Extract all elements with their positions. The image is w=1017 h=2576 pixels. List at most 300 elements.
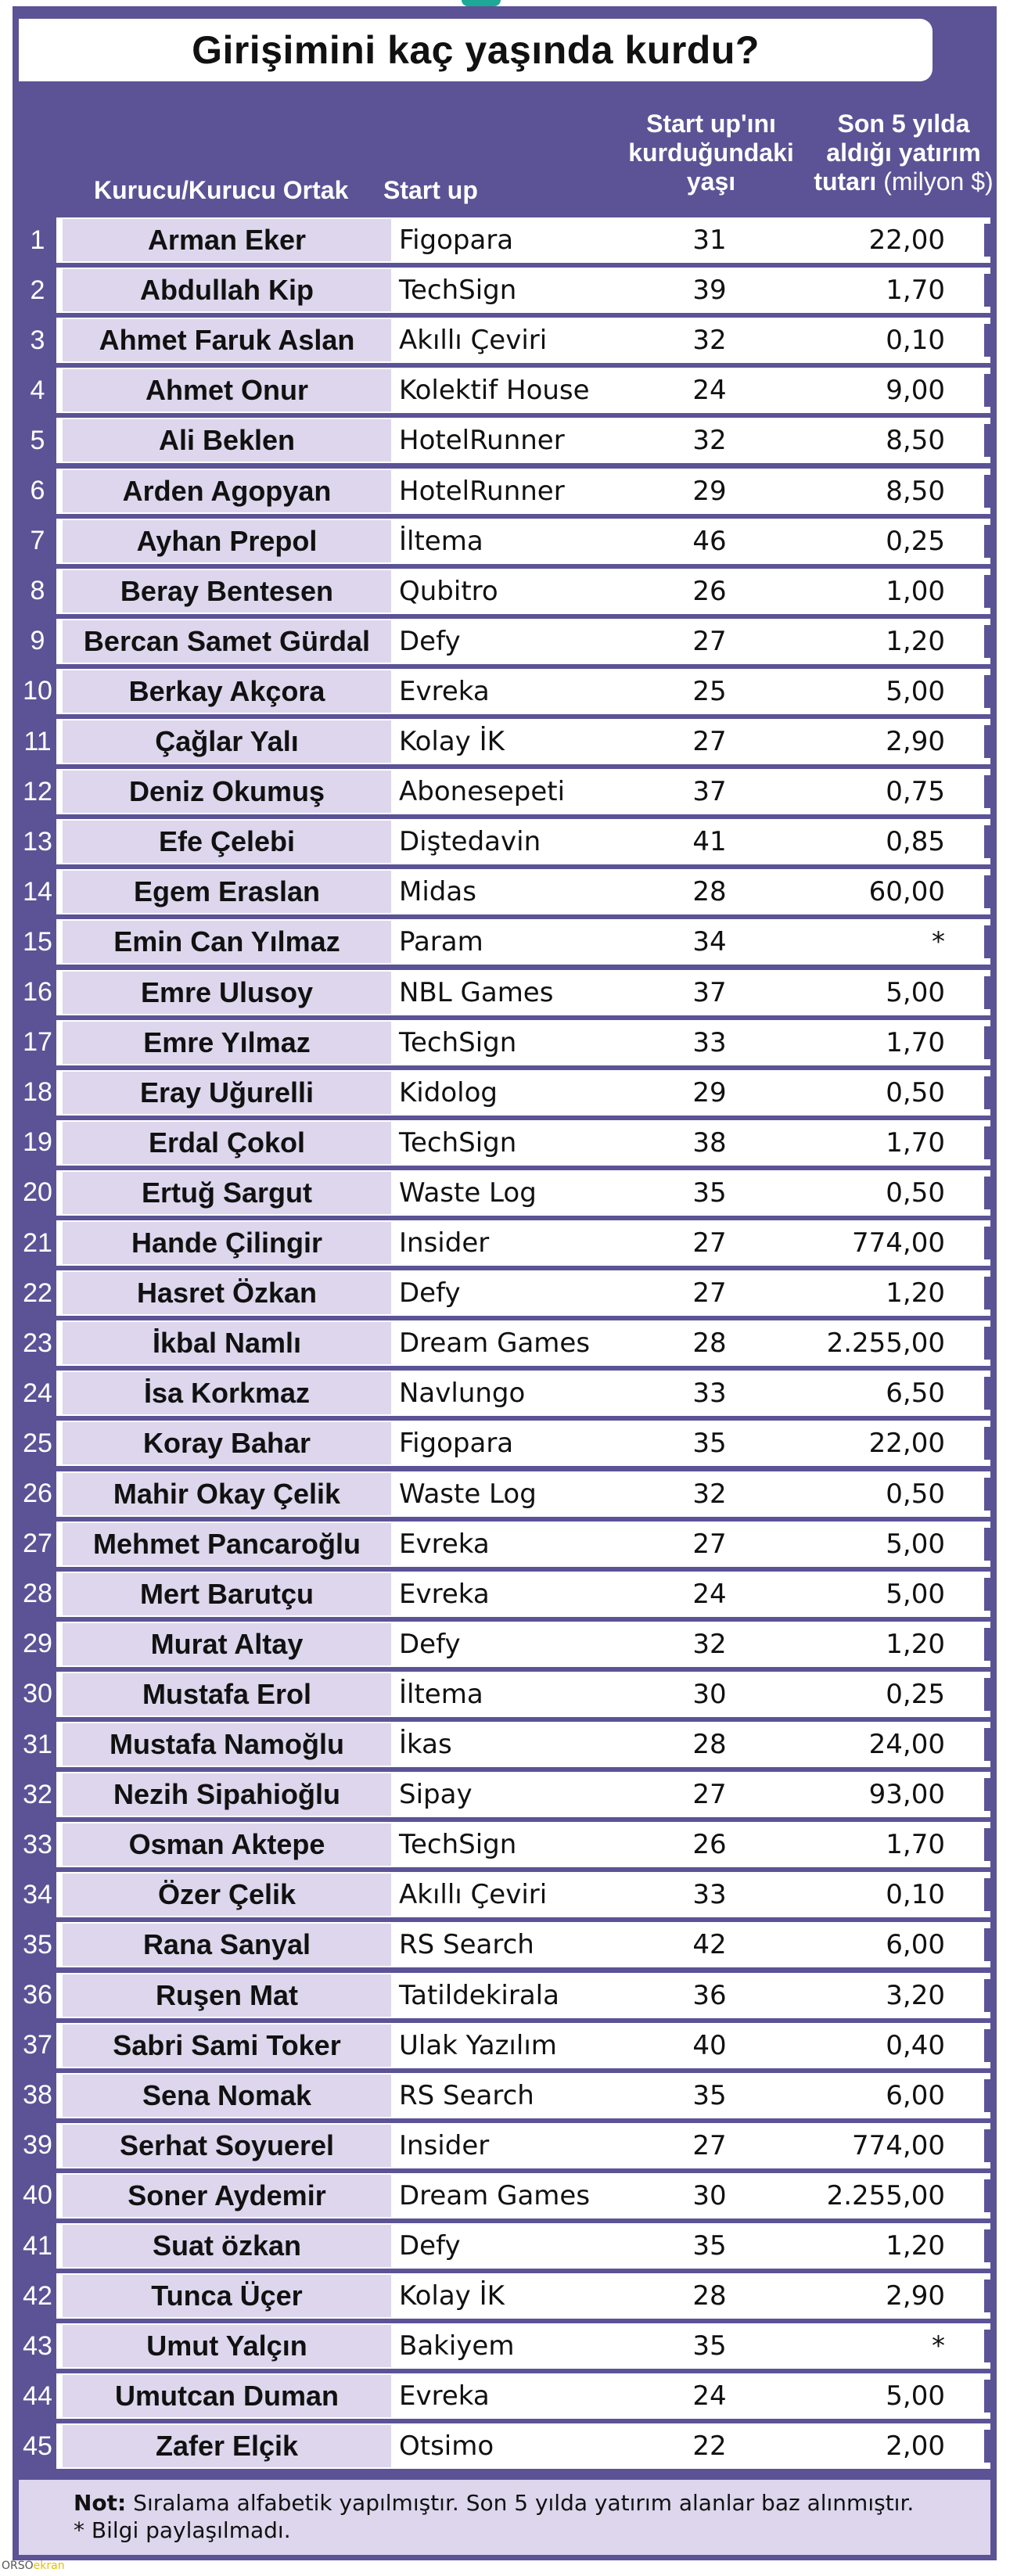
founding-age: 32 — [692, 1628, 727, 1660]
table-row — [19, 368, 990, 413]
row-edge-bar — [984, 1227, 990, 1259]
row-edge-bar — [984, 1928, 990, 1961]
credit-part2: ekran — [33, 2560, 65, 2572]
founding-age: 37 — [692, 976, 727, 1008]
founding-age: 24 — [692, 2380, 727, 2413]
investment-amount: 5,00 — [886, 2380, 945, 2413]
startup-name: İkas — [399, 1729, 452, 1760]
founder-name: Erdal Çokol — [63, 1122, 391, 1164]
row-number: 27 — [19, 1522, 56, 1567]
row-number: 19 — [19, 1120, 56, 1166]
row-number: 8 — [19, 569, 56, 614]
founding-age: 36 — [692, 1979, 727, 2011]
startup-name: Akıllı Çeviri — [399, 1879, 548, 1911]
founder-name: Eray Uğurelli — [63, 1072, 391, 1114]
founder-name: Sena Nomak — [63, 2075, 391, 2117]
founder-name: Ali Beklen — [63, 419, 391, 462]
founder-name: Özer Çelik — [63, 1874, 391, 1916]
startup-name: Midas — [399, 876, 476, 908]
row-edge-bar — [984, 1277, 990, 1310]
row-number: 28 — [19, 1572, 56, 1617]
investment-amount: 2,00 — [886, 2430, 945, 2463]
table-row — [19, 1672, 990, 1717]
startup-name: Ulak Yazılım — [399, 2029, 557, 2061]
founding-age: 24 — [692, 375, 727, 407]
row-edge-bar — [984, 1828, 990, 1861]
row-number: 44 — [19, 2373, 56, 2419]
row-number: 3 — [19, 318, 56, 363]
investment-amount: 1,70 — [886, 1026, 945, 1058]
row-edge-bar — [984, 725, 990, 758]
notes-box — [19, 2480, 990, 2555]
table-row — [19, 719, 990, 764]
founder-name: Mehmet Pancaroğlu — [63, 1523, 391, 1565]
table-row — [19, 1822, 990, 1867]
table-row — [19, 1522, 990, 1567]
row-edge-bar — [984, 274, 990, 307]
founder-name: Ruşen Mat — [63, 1974, 391, 2017]
startup-name: NBL Games — [399, 976, 554, 1008]
startup-name: İltema — [399, 525, 483, 557]
founding-age: 30 — [692, 2179, 727, 2211]
startup-name: Waste Log — [399, 1177, 537, 1209]
founder-name: Deniz Okumuş — [63, 771, 391, 813]
startup-name: Bakiyem — [399, 2330, 515, 2362]
row-edge-bar — [984, 2430, 990, 2463]
table-row — [19, 919, 990, 965]
row-number: 35 — [19, 1922, 56, 1967]
table-row — [19, 1622, 990, 1667]
investment-amount: 5,00 — [886, 1528, 945, 1560]
founding-age: 33 — [692, 1026, 727, 1058]
note-label: Not: — [74, 2490, 127, 2516]
founder-name: Egem Eraslan — [63, 871, 391, 913]
row-number: 41 — [19, 2223, 56, 2269]
founding-age: 30 — [692, 1678, 727, 1710]
founding-age: 25 — [692, 675, 727, 707]
investment-amount: 0,50 — [886, 1076, 945, 1108]
header-inv-line3 — [801, 167, 1006, 196]
row-number: 31 — [19, 1722, 56, 1767]
row-number: 25 — [19, 1421, 56, 1466]
table-row — [19, 1070, 990, 1116]
investment-amount: 1,20 — [886, 1628, 945, 1660]
startup-name: Evreka — [399, 1578, 490, 1610]
startup-name: Dream Games — [399, 1328, 591, 1360]
investment-amount: 8,50 — [886, 425, 945, 457]
startup-name: Figopara — [399, 225, 514, 256]
founder-name: Beray Bentesen — [63, 570, 391, 613]
row-number: 26 — [19, 1471, 56, 1517]
founder-name: İkbal Namlı — [63, 1322, 391, 1364]
row-edge-bar — [984, 424, 990, 457]
founding-age: 31 — [692, 225, 727, 256]
row-edge-bar — [984, 1628, 990, 1661]
founder-name: Mustafa Namoğlu — [63, 1723, 391, 1766]
founder-name: Umut Yalçın — [63, 2325, 391, 2367]
row-number: 32 — [19, 1772, 56, 1817]
table-row — [19, 1922, 990, 1967]
row-number: 33 — [19, 1822, 56, 1867]
row-number: 30 — [19, 1672, 56, 1717]
investment-amount: 0,50 — [886, 1478, 945, 1510]
investment-amount: 1,00 — [886, 575, 945, 607]
row-edge-bar — [984, 2079, 990, 2112]
startup-name: HotelRunner — [399, 475, 565, 507]
row-number: 43 — [19, 2323, 56, 2369]
row-edge-bar — [984, 1327, 990, 1360]
startup-name: RS Search — [399, 1929, 534, 1961]
table-row — [19, 1320, 990, 1366]
founding-age: 40 — [692, 2029, 727, 2061]
founder-name: Emre Yılmaz — [63, 1022, 391, 1064]
startup-name: Defy — [399, 1277, 461, 1310]
table-row — [19, 1572, 990, 1617]
founding-age: 46 — [692, 525, 727, 557]
row-number: 34 — [19, 1872, 56, 1917]
row-number: 45 — [19, 2423, 56, 2469]
founding-age: 32 — [692, 325, 727, 357]
investment-amount: 9,00 — [886, 375, 945, 407]
investment-amount: 5,00 — [886, 675, 945, 707]
row-number: 24 — [19, 1371, 56, 1416]
row-number: 15 — [19, 919, 56, 965]
header-age-line1: Start up'ını — [646, 110, 776, 138]
table-row — [19, 669, 990, 714]
investment-amount: 24,00 — [868, 1729, 945, 1760]
founder-name: Arman Eker — [63, 219, 391, 261]
credit — [2, 2560, 65, 2572]
investment-amount: 2.255,00 — [826, 2179, 945, 2211]
row-number: 20 — [19, 1170, 56, 1216]
founder-name: Hande Çilingir — [63, 1222, 391, 1264]
startup-name: Insider — [399, 1227, 490, 1259]
row-edge-bar — [984, 224, 990, 257]
table-row — [19, 1170, 990, 1216]
startup-name: Qubitro — [399, 575, 498, 607]
row-number: 13 — [19, 819, 56, 864]
founding-age: 28 — [692, 1729, 727, 1760]
row-edge-bar — [984, 2330, 990, 2362]
founder-name: Rana Sanyal — [63, 1924, 391, 1966]
startup-name: Evreka — [399, 1528, 490, 1560]
startup-name: Abonesepeti — [399, 776, 566, 808]
founder-name: Murat Altay — [63, 1623, 391, 1665]
investment-amount: 774,00 — [852, 1227, 945, 1259]
header-inv-line1: Son 5 yılda — [837, 110, 970, 138]
row-number: 23 — [19, 1320, 56, 1366]
startup-name: Evreka — [399, 675, 490, 707]
row-edge-bar — [984, 2179, 990, 2212]
founding-age: 27 — [692, 625, 727, 657]
founder-name: Nezih Sipahioğlu — [63, 1773, 391, 1816]
table-row — [19, 1371, 990, 1416]
investment-amount: 0,10 — [886, 325, 945, 357]
row-edge-bar — [984, 1478, 990, 1511]
founder-name: Arden Agopyan — [63, 470, 391, 512]
table-row — [19, 1973, 990, 2018]
header-inv-unit: (milyon $) — [883, 167, 994, 196]
founder-name: Çağlar Yalı — [63, 720, 391, 763]
investment-amount: 774,00 — [852, 2129, 945, 2161]
founder-name: Suat özkan — [63, 2225, 391, 2267]
startup-name: Dream Games — [399, 2179, 591, 2211]
row-number: 18 — [19, 1070, 56, 1116]
row-edge-bar — [984, 675, 990, 708]
row-number: 14 — [19, 869, 56, 914]
startup-name: TechSign — [399, 275, 517, 307]
founding-age: 35 — [692, 2230, 727, 2262]
page-title: Girişimini kaç yaşında kurdu? — [192, 28, 760, 72]
table-row — [19, 1120, 990, 1166]
top-accent-mark — [462, 0, 501, 6]
startup-name: Navlungo — [399, 1378, 526, 1410]
investment-amount: 1,70 — [886, 1126, 945, 1159]
row-edge-bar — [984, 1126, 990, 1159]
founder-name: Sabri Sami Toker — [63, 2025, 391, 2067]
startup-name: TechSign — [399, 1126, 517, 1159]
row-edge-bar — [984, 1778, 990, 1811]
investment-amount: 60,00 — [868, 876, 945, 908]
table-row — [19, 2173, 990, 2219]
row-number: 38 — [19, 2073, 56, 2118]
startup-name: Evreka — [399, 2380, 490, 2413]
founder-name: Ahmet Onur — [63, 369, 391, 411]
investment-amount: 1,70 — [886, 1829, 945, 1861]
founding-age: 27 — [692, 1227, 727, 1259]
row-edge-bar — [984, 1377, 990, 1410]
founding-age: 33 — [692, 1879, 727, 1911]
table-row — [19, 1872, 990, 1917]
header-inv-line2: aldığı yatırım — [826, 138, 981, 167]
founding-age: 29 — [692, 475, 727, 507]
row-number: 37 — [19, 2023, 56, 2068]
investment-amount: 6,50 — [886, 1378, 945, 1410]
startup-name: Insider — [399, 2129, 490, 2161]
header-age-line2: kurduğundaki — [628, 138, 794, 167]
row-number: 21 — [19, 1220, 56, 1266]
row-edge-bar — [984, 1979, 990, 2012]
row-edge-bar — [984, 475, 990, 508]
founder-name: Ahmet Faruk Aslan — [63, 319, 391, 361]
founding-age: 27 — [692, 1277, 727, 1310]
investment-amount: 0,25 — [886, 525, 945, 557]
founding-age: 29 — [692, 1076, 727, 1108]
row-number: 7 — [19, 519, 56, 564]
startup-name: Akıllı Çeviri — [399, 325, 548, 357]
startup-name: Kolektif House — [399, 375, 590, 407]
row-edge-bar — [984, 1578, 990, 1611]
founding-age: 27 — [692, 1779, 727, 1811]
row-number: 12 — [19, 769, 56, 814]
table-row — [19, 418, 990, 463]
startup-name: Tatildekirala — [399, 1979, 559, 2011]
table-row — [19, 1471, 990, 1517]
row-edge-bar — [984, 1678, 990, 1711]
row-edge-bar — [984, 1528, 990, 1561]
investment-amount: 0,40 — [886, 2029, 945, 2061]
startup-name: TechSign — [399, 1829, 517, 1861]
table-row — [19, 217, 990, 263]
investment-amount: 1,20 — [886, 1277, 945, 1310]
startup-name: Waste Log — [399, 1478, 537, 1510]
table-row — [19, 268, 990, 313]
row-number: 16 — [19, 970, 56, 1015]
founder-name: Ertuğ Sargut — [63, 1172, 391, 1214]
investment-amount: 93,00 — [868, 1779, 945, 1811]
header-founder: Kurucu/Kurucu Ortak — [94, 176, 349, 205]
investment-amount: 22,00 — [868, 225, 945, 256]
row-edge-bar — [984, 1878, 990, 1911]
investment-amount: 3,20 — [886, 1979, 945, 2011]
row-edge-bar — [984, 2380, 990, 2413]
table-row — [19, 2323, 990, 2369]
startup-name: RS Search — [399, 2079, 534, 2111]
row-number: 36 — [19, 1973, 56, 2018]
founding-age: 35 — [692, 1428, 727, 1460]
row-number: 17 — [19, 1020, 56, 1065]
founding-age: 28 — [692, 876, 727, 908]
table-row — [19, 1722, 990, 1767]
table-row — [19, 1020, 990, 1065]
founder-name: Emin Can Yılmaz — [63, 921, 391, 963]
investment-amount: 1,20 — [886, 625, 945, 657]
founding-age: 38 — [692, 1126, 727, 1159]
row-edge-bar — [984, 2029, 990, 2062]
table-row — [19, 2073, 990, 2118]
credit-part1: ORSO — [2, 2560, 34, 2572]
row-edge-bar — [984, 1177, 990, 1209]
founding-age: 27 — [692, 2129, 727, 2161]
startup-name: Defy — [399, 1628, 461, 1660]
founder-name: İsa Korkmaz — [63, 1372, 391, 1414]
note-line2: * Bilgi paylaşılmadı. — [74, 2517, 291, 2543]
row-edge-bar — [984, 324, 990, 357]
founder-name: Zafer Elçik — [63, 2425, 391, 2467]
investment-amount: 0,50 — [886, 1177, 945, 1209]
table-row — [19, 1772, 990, 1817]
startup-name: Figopara — [399, 1428, 514, 1460]
investment-amount: 5,00 — [886, 1578, 945, 1610]
startup-name: Param — [399, 926, 483, 958]
investment-amount: * — [932, 2330, 945, 2362]
investment-amount: 8,50 — [886, 475, 945, 507]
row-edge-bar — [984, 976, 990, 1009]
founding-age: 33 — [692, 1378, 727, 1410]
header-investment — [801, 110, 1006, 196]
table-row — [19, 819, 990, 864]
startup-name: HotelRunner — [399, 425, 565, 457]
row-edge-bar — [984, 2229, 990, 2262]
row-number: 40 — [19, 2173, 56, 2219]
note-text: Sıralama alfabetik yapılmıştır. Son 5 yılda yatırım alanlar baz alınmıştır. — [126, 2490, 915, 2516]
founder-name: Osman Aktepe — [63, 1823, 391, 1866]
founding-age: 35 — [692, 1177, 727, 1209]
row-edge-bar — [984, 1427, 990, 1460]
startup-name: Defy — [399, 2230, 461, 2262]
table-row — [19, 2023, 990, 2068]
table-row — [19, 2123, 990, 2168]
startup-name: Diştedavin — [399, 826, 541, 858]
header-age — [598, 110, 825, 196]
table-row — [19, 769, 990, 814]
founder-name: Tunca Üçer — [63, 2275, 391, 2317]
founding-age: 26 — [692, 1829, 727, 1861]
table-row — [19, 569, 990, 614]
row-edge-bar — [984, 625, 990, 658]
row-number: 9 — [19, 619, 56, 664]
investment-amount: 1,20 — [886, 2230, 945, 2262]
table-row — [19, 869, 990, 914]
investment-amount: 0,75 — [886, 776, 945, 808]
founding-age: 35 — [692, 2079, 727, 2111]
investment-amount: 1,70 — [886, 275, 945, 307]
founding-age: 39 — [692, 275, 727, 307]
investment-amount: 6,00 — [886, 2079, 945, 2111]
founder-name: Bercan Samet Gürdal — [63, 620, 391, 663]
founder-name: Berkay Akçora — [63, 670, 391, 713]
table-row — [19, 2423, 990, 2469]
founder-name: Serhat Soyuerel — [63, 2125, 391, 2167]
founding-age: 32 — [692, 1478, 727, 1510]
investment-amount: * — [932, 926, 945, 958]
row-number: 10 — [19, 669, 56, 714]
table-row — [19, 970, 990, 1015]
founder-name: Efe Çelebi — [63, 821, 391, 863]
founding-age: 24 — [692, 1578, 727, 1610]
founder-name: Soner Aydemir — [63, 2175, 391, 2217]
investment-amount: 0,85 — [886, 826, 945, 858]
founder-name: Hasret Özkan — [63, 1272, 391, 1314]
row-number: 1 — [19, 217, 56, 263]
table-header — [19, 99, 994, 214]
founder-name: Mustafa Erol — [63, 1673, 391, 1716]
table-row — [19, 1270, 990, 1316]
table-row — [19, 519, 990, 564]
founding-age: 41 — [692, 826, 727, 858]
investment-amount: 5,00 — [886, 976, 945, 1008]
row-number: 11 — [19, 719, 56, 764]
investment-amount: 2.255,00 — [826, 1328, 945, 1360]
startup-name: Kolay İK — [399, 726, 505, 757]
startup-name: Kidolog — [399, 1076, 498, 1108]
row-edge-bar — [984, 925, 990, 958]
startup-name: Otsimo — [399, 2430, 494, 2463]
title-box — [19, 19, 933, 81]
founding-age: 35 — [692, 2330, 727, 2362]
row-edge-bar — [984, 575, 990, 608]
row-number: 6 — [19, 469, 56, 514]
row-edge-bar — [984, 525, 990, 558]
row-edge-bar — [984, 2129, 990, 2162]
table-row — [19, 1421, 990, 1466]
row-number: 42 — [19, 2273, 56, 2319]
startup-name: TechSign — [399, 1026, 517, 1058]
founder-name: Ayhan Prepol — [63, 520, 391, 562]
row-number: 39 — [19, 2123, 56, 2168]
startup-name: İltema — [399, 1678, 483, 1710]
row-edge-bar — [984, 825, 990, 858]
startup-name: Kolay İK — [399, 2280, 505, 2312]
table-row — [19, 318, 990, 363]
investment-amount: 6,00 — [886, 1929, 945, 1961]
row-edge-bar — [984, 875, 990, 908]
founder-name: Emre Ulusoy — [63, 972, 391, 1014]
founder-name: Abdullah Kip — [63, 269, 391, 311]
investment-amount: 0,10 — [886, 1879, 945, 1911]
table-row — [19, 469, 990, 514]
row-number: 2 — [19, 268, 56, 313]
